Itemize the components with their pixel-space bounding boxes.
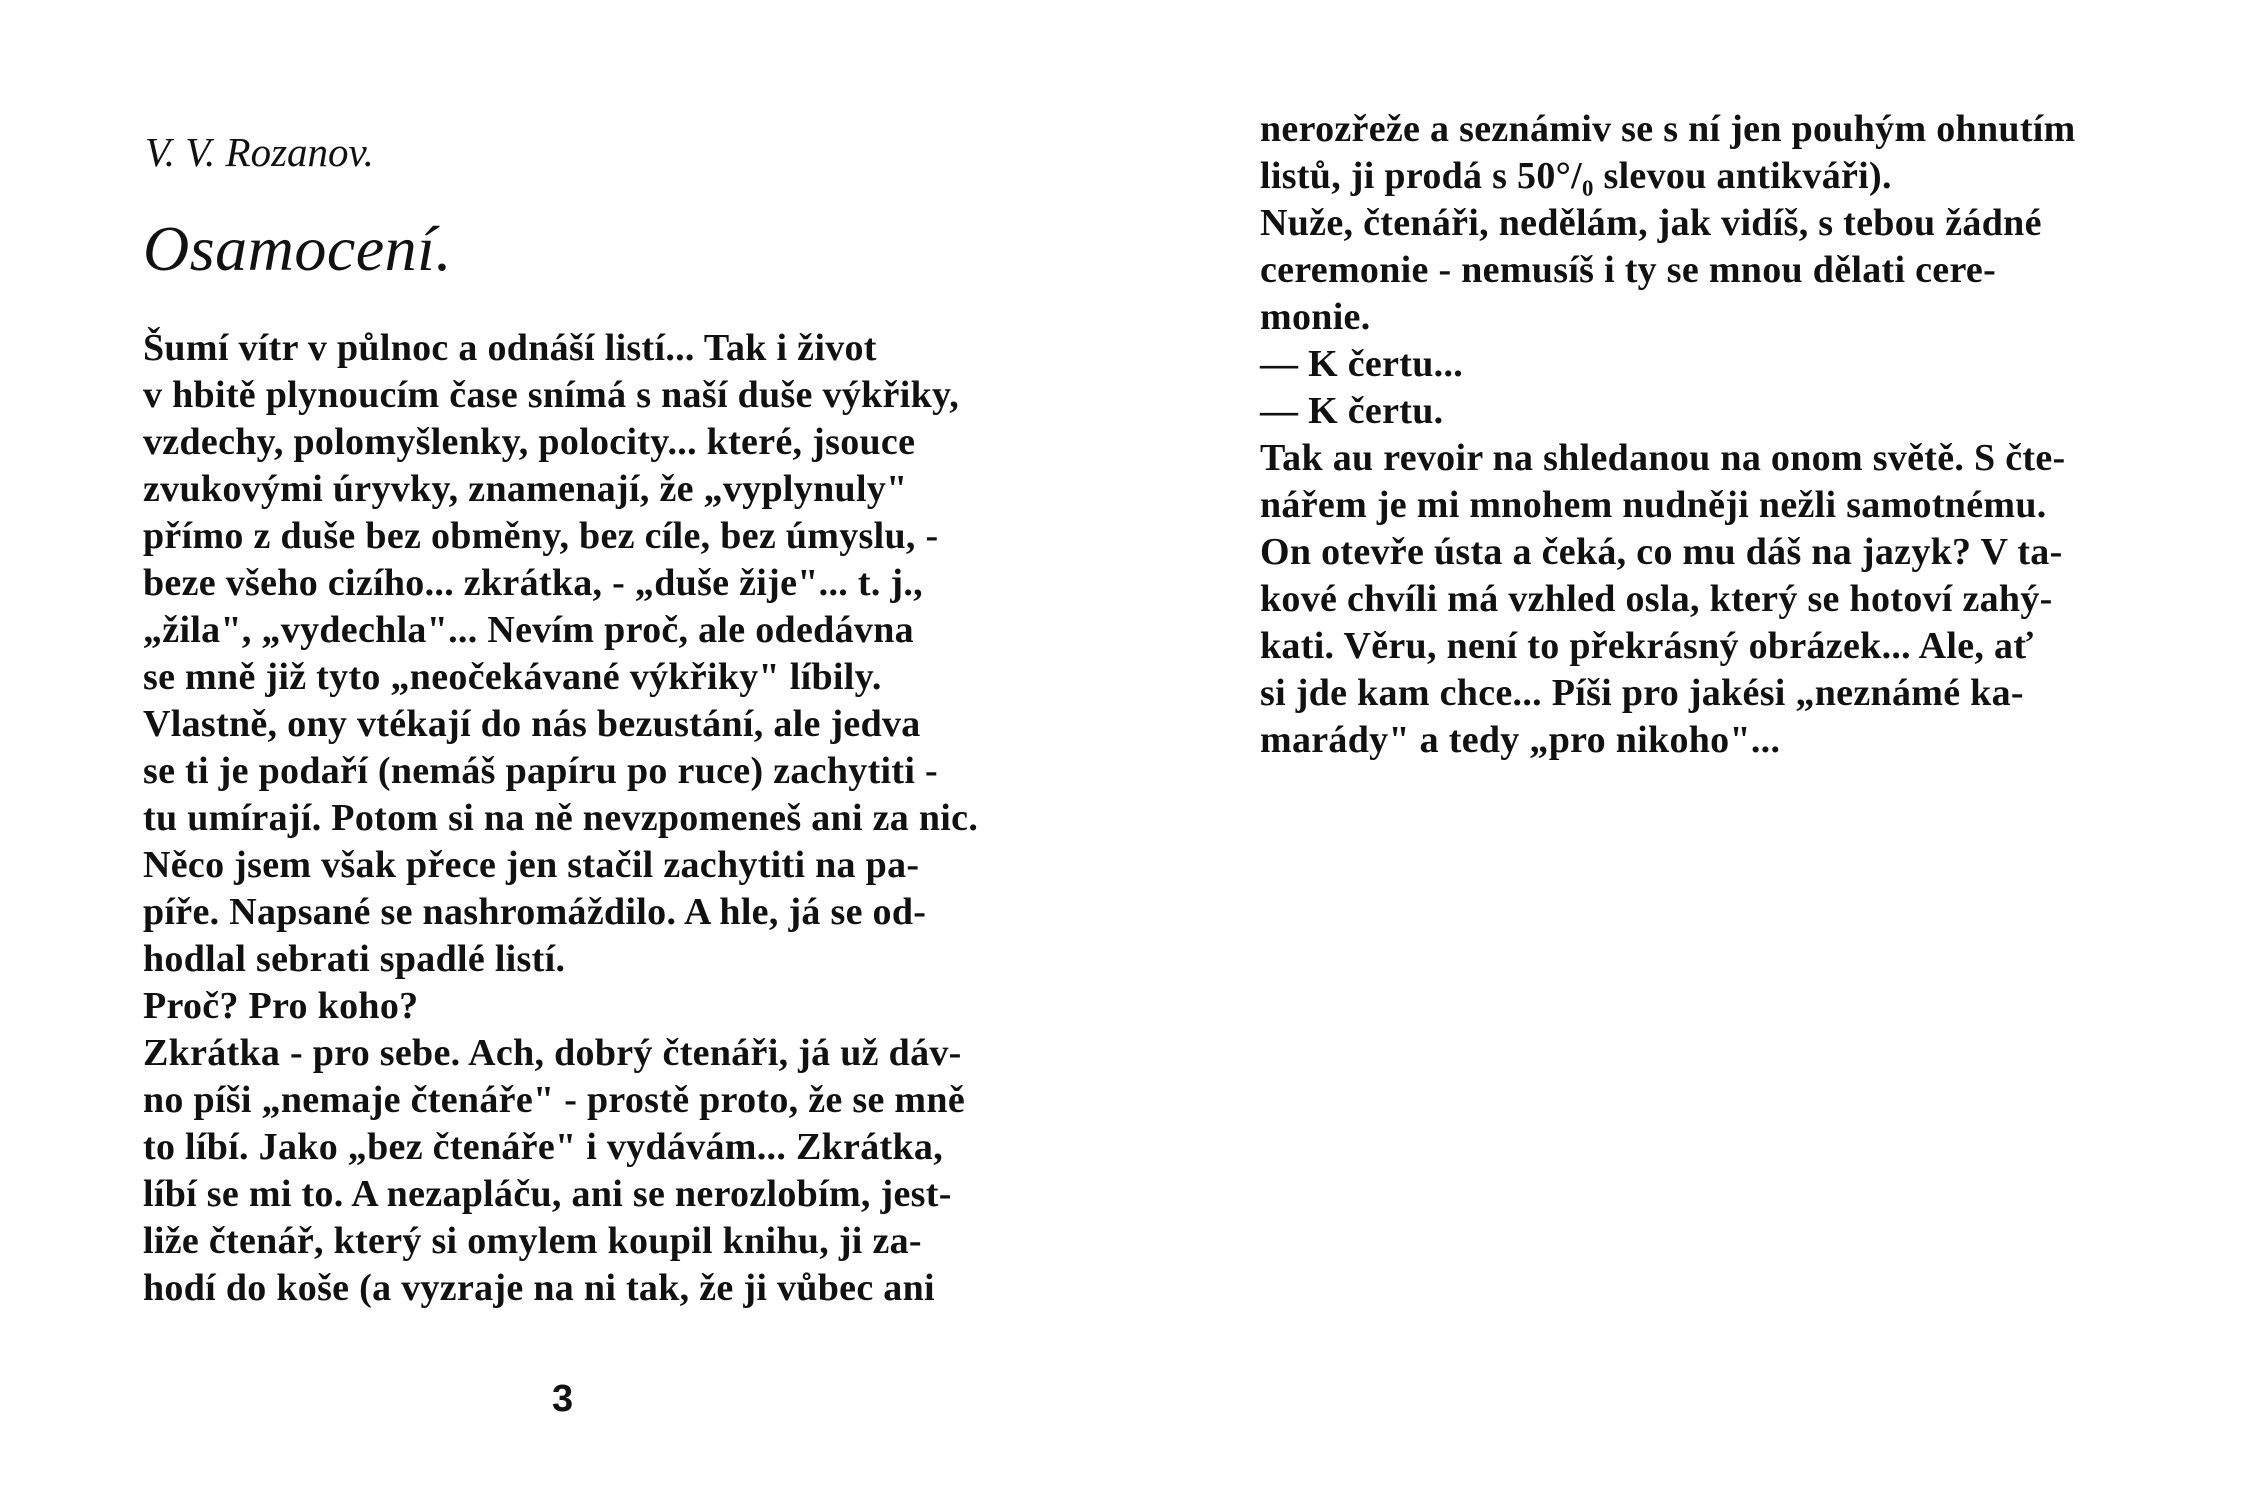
text-line: Šumí vítr v půlnoc a odnáší listí... Tak i život <box>143 327 877 369</box>
text-line: Proč? Pro koho? <box>143 985 419 1027</box>
left-body-text <box>143 325 1013 1312</box>
text-line: Tak au revoir na shledanou na onom světě. S čte- <box>1260 437 2066 479</box>
text-line: listů, ji prodá s 50°/₀ slevou antikváři). <box>1260 155 1892 197</box>
right-body-text <box>1260 106 2130 764</box>
text-line: „žila", „vydechla"... Nevím proč, ale odedávna <box>143 609 914 651</box>
text-line: se ti je podaří (nemáš papíru po ruce) zachytiti - <box>143 750 938 792</box>
page-title: Osamocení. <box>143 213 452 284</box>
text-line: — K čertu... <box>1260 343 1464 385</box>
text-line: píře. Napsané se nashromáždilo. A hle, já se od- <box>143 891 927 933</box>
page-number: 3 <box>552 1378 574 1420</box>
text-line: v hbitě plynoucím čase snímá s naší duše výkřiky, <box>143 374 960 416</box>
text-line: to líbí. Jako „bez čtenáře" i vydávám... Zkrátka, <box>143 1126 943 1168</box>
author-name: V. V. Rozanov. <box>145 129 374 175</box>
text-line: nářem je mi mnohem nudněji nežli samotnému. <box>1260 484 2047 526</box>
text-line: ceremonie - nemusíš i ty se mnou dělati cere- <box>1260 249 1997 291</box>
text-line: beze všeho cizího... zkrátka, - „duše žije"... t. j., <box>143 562 923 604</box>
right-page <box>1121 0 2242 1500</box>
text-line: vzdechy, polomyšlenky, polocity... které, jsouce <box>143 421 916 463</box>
text-line: liže čtenář, který si omylem koupil knihu, ji za- <box>143 1220 922 1262</box>
text-line: On otevře ústa a čeká, co mu dáš na jazyk? V ta- <box>1260 531 2063 573</box>
text-line: kati. Věru, není to překrásný obrázek... Ale, ať <box>1260 625 2034 667</box>
text-line: no píši „nemaje čtenáře" - prostě proto, že se mně <box>143 1079 965 1121</box>
text-line: monie. <box>1260 296 1371 338</box>
text-line: kové chvíli má vzhled osla, který se hotoví zahý- <box>1260 578 2053 620</box>
text-line: hodí do koše (a vyzraje na ni tak, že ji vůbec ani <box>143 1267 935 1309</box>
text-line: marády" a tedy „pro nikoho"... <box>1260 719 1781 761</box>
text-line: Nuže, čtenáři, nedělám, jak vidíš, s tebou žádné <box>1260 202 2042 244</box>
text-line: se mně již tyto „neočekávané výkřiky" líbily. <box>143 656 882 698</box>
text-line: zvukovými úryvky, znamenají, že „vyplynuly" <box>143 468 908 510</box>
text-line: si jde kam chce... Píši pro jakési „neznámé ka- <box>1260 672 2024 714</box>
text-line: Zkrátka - pro sebe. Ach, dobrý čtenáři, já už dáv- <box>143 1032 962 1074</box>
text-line: Vlastně, ony vtékají do nás bezustání, ale jedva <box>143 703 921 745</box>
text-line: — K čertu. <box>1260 390 1444 432</box>
text-line: přímo z duše bez obměny, bez cíle, bez úmyslu, - <box>143 515 939 557</box>
text-line: tu umírají. Potom si na ně nevzpomeneš ani za nic. <box>143 797 979 839</box>
text-line: nerozřeže a seznámiv se s ní jen pouhým ohnutím <box>1260 108 2076 150</box>
text-line: hodlal sebrati spadlé listí. <box>143 938 566 980</box>
text-line: Něco jsem však přece jen stačil zachytiti na pa- <box>143 844 920 886</box>
text-line: líbí se mi to. A nezapláču, ani se nerozlobím, jest- <box>143 1173 952 1215</box>
